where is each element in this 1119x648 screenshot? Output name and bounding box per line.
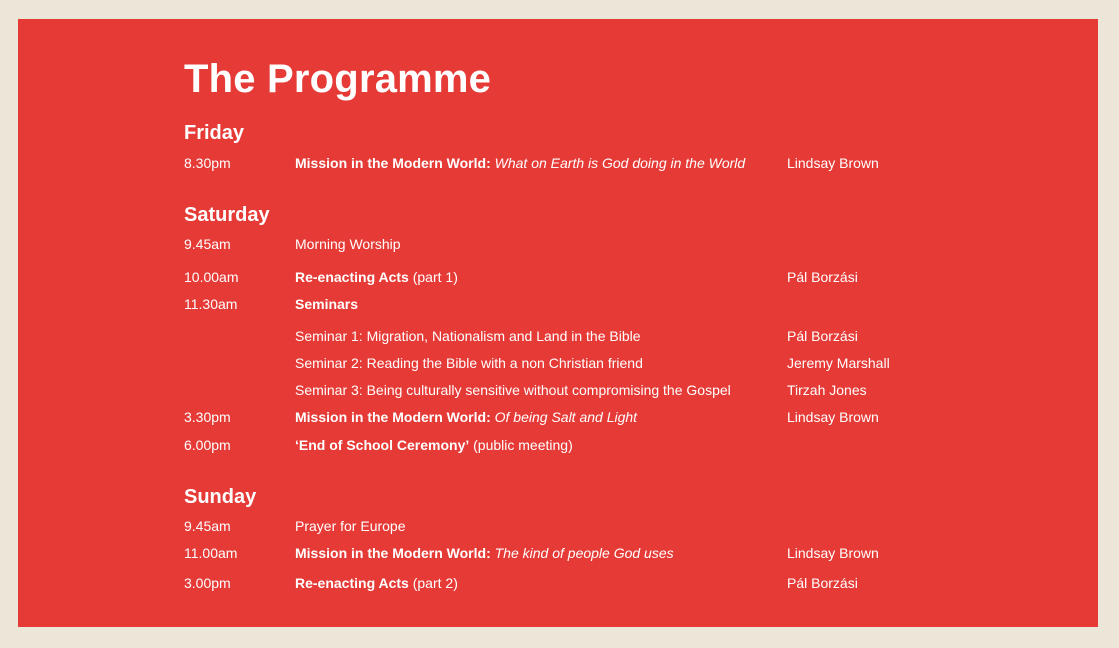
event bbox=[295, 270, 458, 284]
speaker: Pál Borzási bbox=[787, 269, 858, 285]
event bbox=[295, 546, 674, 560]
event: Morning Worship bbox=[295, 236, 401, 252]
event: Prayer for Europe bbox=[295, 518, 406, 534]
speaker: Tirzah Jones bbox=[787, 382, 867, 398]
speaker: Lindsay Brown bbox=[787, 155, 879, 171]
time: 10.00am bbox=[184, 269, 239, 285]
time: 9.45am bbox=[184, 236, 231, 252]
time: 11.30am bbox=[184, 296, 238, 312]
time: 11.00am bbox=[184, 545, 238, 561]
page-title: The Programme bbox=[184, 57, 492, 101]
day-heading-saturday: Saturday bbox=[184, 204, 270, 226]
seminar-title: Seminar 1: Migration, Nationalism and Land in the Bible bbox=[295, 328, 641, 344]
speaker: Lindsay Brown bbox=[787, 409, 879, 425]
event-title: Mission in the Modern World: bbox=[295, 409, 491, 425]
event-subtitle: Of being Salt and Light bbox=[494, 409, 638, 425]
event-title: Re-enacting Acts bbox=[295, 269, 409, 285]
day-heading-sunday: Sunday bbox=[184, 486, 257, 508]
time: 8.30pm bbox=[184, 155, 231, 171]
speaker: Jeremy Marshall bbox=[787, 355, 890, 371]
time: 9.45am bbox=[184, 518, 231, 534]
event-subtitle: The kind of people God uses bbox=[494, 545, 674, 561]
seminar-title: Seminar 2: Reading the Bible with a non Christian friend bbox=[295, 355, 643, 371]
seminar-title: Seminar 3: Being culturally sensitive without compromising the Gospel bbox=[295, 382, 731, 398]
speaker: Pál Borzási bbox=[787, 575, 858, 591]
speaker: Lindsay Brown bbox=[787, 545, 879, 561]
event-title: Re-enacting Acts bbox=[295, 575, 409, 591]
event bbox=[295, 576, 458, 590]
event bbox=[295, 410, 637, 424]
event-subtitle: What on Earth is God doing in the World bbox=[494, 155, 746, 171]
time: 3.00pm bbox=[184, 575, 231, 591]
programme-slide bbox=[18, 19, 1098, 627]
time: 3.30pm bbox=[184, 409, 231, 425]
event-title: ‘End of School Ceremony’ bbox=[295, 437, 470, 453]
event bbox=[295, 156, 745, 170]
day-heading-friday: Friday bbox=[184, 122, 245, 144]
speaker: Pál Borzási bbox=[787, 328, 858, 344]
event-note: (part 1) bbox=[408, 269, 458, 285]
event-note: (public meeting) bbox=[469, 437, 573, 453]
event-title: Seminars bbox=[295, 296, 359, 312]
event bbox=[295, 438, 573, 452]
event-note: (part 2) bbox=[408, 575, 458, 591]
event-title: Mission in the Modern World: bbox=[295, 545, 491, 561]
event-title: Mission in the Modern World: bbox=[295, 155, 491, 171]
time: 6.00pm bbox=[184, 437, 231, 453]
